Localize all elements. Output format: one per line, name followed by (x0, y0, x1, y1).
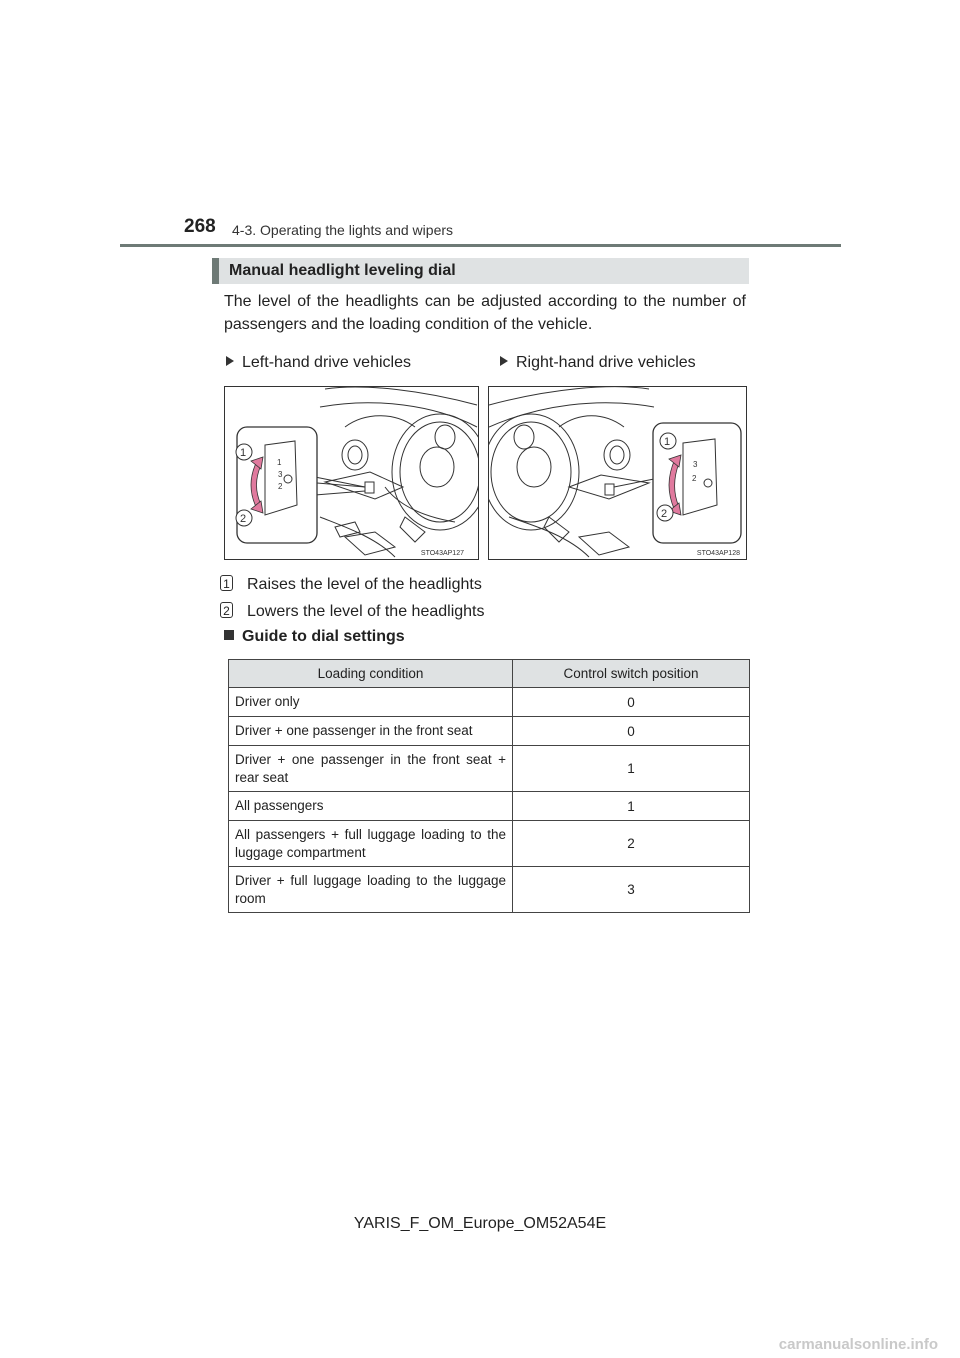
table-row (229, 821, 750, 867)
callout-1-marker: 1 (664, 436, 671, 448)
column-header: Control switch position (513, 660, 750, 688)
column-header: Loading condition (229, 660, 513, 688)
loading-condition-cell: All passengers (229, 792, 513, 821)
table-row (229, 688, 750, 717)
callout-1-marker: 1 (240, 447, 247, 459)
table-row (229, 746, 750, 792)
intro-paragraph: The level of the headlights can be adjusted according to the number of passengers and the loading condition of the vehicle. (224, 293, 746, 333)
callout-text: Lowers the level of the headlights (247, 603, 485, 620)
section-heading-text: Manual headlight leveling dial (229, 262, 456, 279)
table-header-row (229, 660, 750, 688)
dashboard-illustration-right (489, 387, 746, 559)
square-bullet-icon (224, 630, 234, 640)
table-row (229, 792, 750, 821)
page-number: 268 (184, 216, 216, 237)
triangle-bullet-icon (500, 356, 508, 366)
switch-position-cell: 2 (513, 821, 750, 867)
section-heading (212, 258, 749, 284)
switch-position-cell: 3 (513, 867, 750, 913)
callout-number-box: 2 (220, 602, 233, 618)
dial-mark: 1 (277, 458, 282, 467)
callout-1 (220, 575, 482, 594)
loading-condition-cell: Driver + one passenger in the front seat (229, 717, 513, 746)
right-hand-drive-illustration (488, 386, 747, 560)
dial-settings-table (228, 659, 750, 913)
guide-heading-text: Guide to dial settings (242, 628, 405, 645)
loading-condition-cell: Driver + full luggage loading to the luggage room (229, 867, 513, 913)
table-row (229, 867, 750, 913)
section-title: 4-3. Operating the lights and wipers (232, 222, 454, 238)
dial-mark: 2 (278, 482, 283, 491)
switch-position-cell: 0 (513, 688, 750, 717)
loading-condition-cell: All passengers + full luggage loading to the luggage compartment (229, 821, 513, 867)
callout-text: Raises the level of the headlights (247, 576, 482, 593)
loading-condition-cell: Driver only (229, 688, 513, 717)
right-hand-drive-label (500, 354, 696, 372)
left-hand-drive-label (226, 354, 411, 372)
callout-2-marker: 2 (661, 508, 668, 520)
switch-position-cell: 1 (513, 746, 750, 792)
callout-2 (220, 602, 484, 621)
watermark: carmanualsonline.info (778, 1336, 938, 1353)
table-row (229, 717, 750, 746)
left-hand-drive-text: Left-hand drive vehicles (242, 354, 411, 371)
dial-mark: 2 (692, 474, 697, 483)
callout-number-box: 1 (220, 575, 233, 591)
header-rule (120, 244, 841, 247)
dashboard-illustration-left (225, 387, 478, 559)
dial-mark: 3 (278, 470, 283, 479)
document-footer: YARIS_F_OM_Europe_OM52A54E (353, 1215, 607, 1232)
left-hand-drive-illustration (224, 386, 479, 560)
figure-code-right: STO43AP128 (696, 550, 740, 557)
loading-condition-cell: Driver + one passenger in the front seat + rear seat (229, 746, 513, 792)
dial-mark: 3 (693, 460, 698, 469)
triangle-bullet-icon (226, 356, 234, 366)
callout-2-marker: 2 (240, 513, 247, 525)
switch-position-cell: 1 (513, 792, 750, 821)
figure-code-left: STO43AP127 (420, 550, 464, 557)
switch-position-cell: 0 (513, 717, 750, 746)
right-hand-drive-text: Right-hand drive vehicles (516, 354, 696, 371)
guide-heading (224, 628, 405, 646)
